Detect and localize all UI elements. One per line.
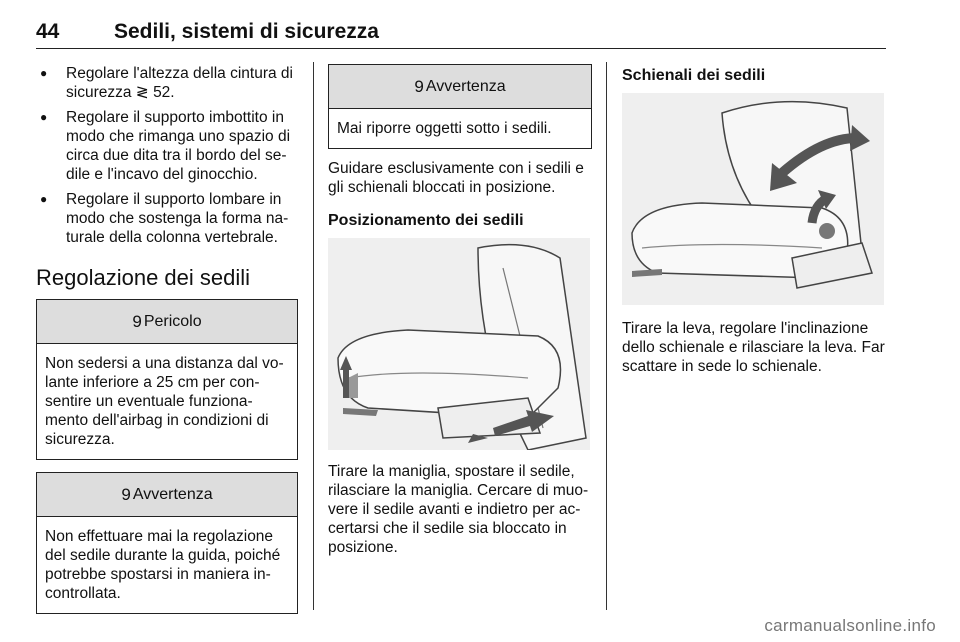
bullet-list [36,64,298,247]
warning-text: Non effettuare mai la regolazione del sedile durante la guida, poiché potrebbe spostarsi in maniera in-controllata. [45,528,281,602]
page-number: 44 [36,20,60,43]
danger-box [36,299,298,460]
paragraph-locked-seats: Guidare esclusivamente con i sedili e gli schienali bloccati in posizione. [328,160,584,196]
warning-title: Avvertenza [425,78,506,95]
warning-title: Avvertenza [132,486,213,503]
column-3 [622,64,886,376]
danger-text: Non sedersi a una distanza dal vo-lante inferiore a 25 cm per con-sentire un eventuale funziona-mento dell'airbag in condizioni di sicurezza. [45,355,284,448]
warning-triangle-icon: 9 [414,77,424,96]
bullet-item-2: ● Regolare il supporto imbottito in modo che rimanga uno spazio di circa due dita tra il bordo del se-dile e l'incavo del ginocchio. [36,108,298,184]
bullet-item-3: ● Regolare il supporto lombare in modo che sostenga la forma na-turale della colonna vertebrale. [36,190,298,247]
warning-box-driving [36,472,298,614]
column-divider-2 [606,62,607,610]
heading-seat-position: Posizionamento dei sedili [328,212,524,229]
watermark: carmanualsonline.info [764,616,936,635]
heading-seat-adjustment: Regolazione dei sedili [36,265,251,290]
warning-triangle-icon: 9 [132,312,142,331]
warning-box-header [329,65,591,109]
warning-text: Mai riporre oggetti sotto i sedili. [337,120,552,137]
warning-box-objects [328,64,592,149]
page-header [36,14,886,49]
danger-title: Pericolo [143,313,202,330]
bullet-item-1: ● Regolare l'altezza della cintura di sicurezza ≷ 52. [36,64,298,102]
column-1 [36,64,298,614]
seat-position-illustration [328,238,590,450]
section-title: Sedili, sistemi di sicurezza [114,20,379,43]
column-divider-1 [313,62,314,610]
caption-seat-position: Tirare la maniglia, spostare il sedile, rilasciare la maniglia. Cercare di muo-vere il sedile avanti e indietro per ac-certarsi che il sedile sia bloccato in posizione. [328,463,589,556]
heading-seat-backrests: Schienali dei sedili [622,67,766,84]
backrest-illustration [622,93,884,305]
danger-box-header [37,300,297,344]
column-2 [328,64,592,557]
caption-backrest: Tirare la leva, regolare l'inclinazione dello schienale e rilasciare la leva. Far scattare in sede lo schienale. [622,320,885,375]
warning-triangle-icon: 9 [121,485,131,504]
warning-box-header [37,473,297,517]
